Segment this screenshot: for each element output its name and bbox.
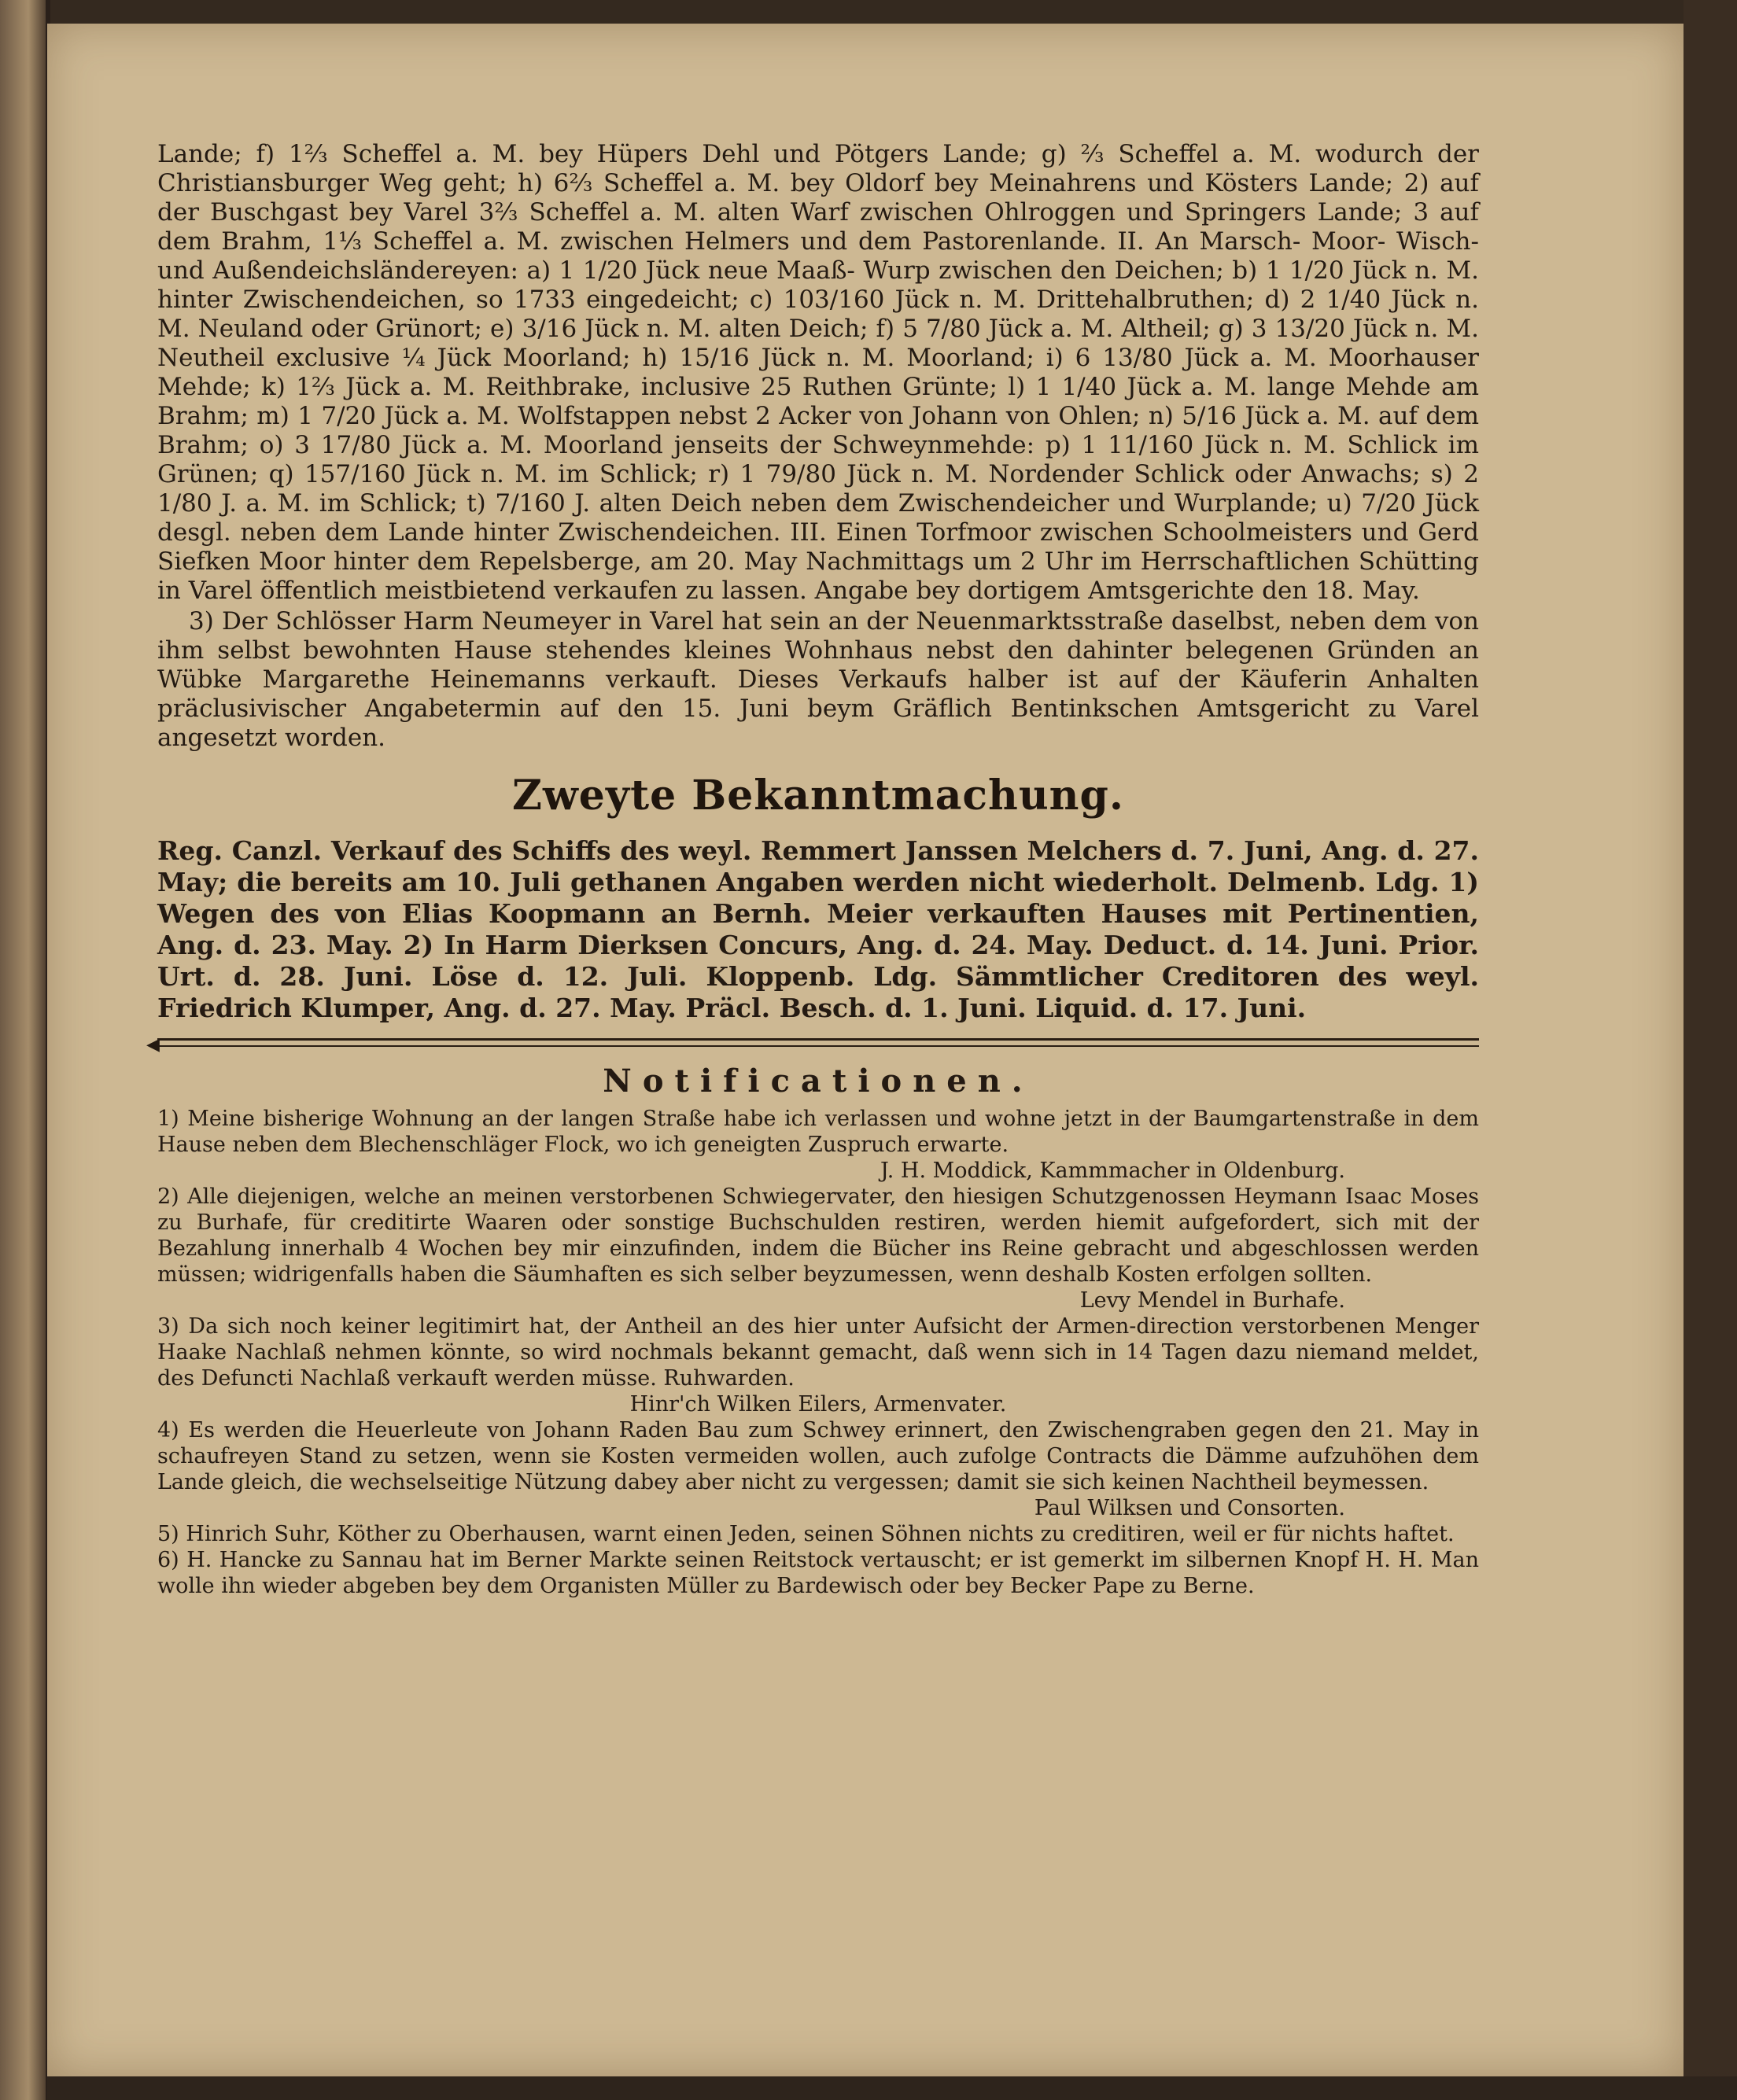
notice-signature: Paul Wilksen und Consorten. bbox=[1034, 1496, 1345, 1520]
notice-signature: J. H. Moddick, Kammmacher in Oldenburg. bbox=[880, 1159, 1345, 1183]
notice-text: 6) H. Hancke zu Sannau hat im Berner Markte seinen Reitstock vertauscht; er ist gemerkt im silbernen Knopf H. H. Man wolle ihn wieder abgeben bey dem Organisten Müller zu Bardewisch oder bey Becker Pape zu Berne. bbox=[157, 1548, 1479, 1598]
notice-1 bbox=[157, 1106, 1479, 1184]
notice-5 bbox=[157, 1521, 1479, 1547]
notice-6 bbox=[157, 1547, 1479, 1599]
scan-bottom-edge bbox=[47, 2076, 1737, 2100]
scan-top-edge bbox=[47, 0, 1684, 24]
scan-right-edge bbox=[1684, 0, 1737, 2100]
notice-2 bbox=[157, 1184, 1479, 1313]
notice-text: 2) Alle diejenigen, welche an meinen verstorbenen Schwiegervater, den hiesigen Schutzgenossen Heymann Isaac Moses zu Burhafe, für creditirte Waaren oder sonstige Buchschulden restiren, werden hiemit aufgefordert, sich mit der Bezahlung innerhalb 4 Wochen bey mir einzufinden, indem die Bücher ins Reine gebracht und abgeschlossen werden müssen; widrigenfalls haben die Säumhaften es sich selber beyzumessen, wenn deshalb Kosten erfolgen sollten. bbox=[157, 1184, 1479, 1287]
page-content bbox=[146, 140, 1479, 1599]
auction-notice-paragraph: Lande; f) 1⅔ Scheffel a. M. bey Hüpers Dehl und Pötgers Lande; g) ⅔ Scheffel a. M. wodurch der Christiansburger Weg geht; h) 6⅔ Scheffel a. M. bey Oldorf bey Meinahrens und Kösters Lande; 2) auf der Buschgast bey Varel 3⅔ Scheffel a. M. alten Warf zwischen Ohlroggen und Springers Lande; 3 auf dem Brahm, 1⅓ Scheffel a. M. zwischen Helmers und dem Pastorenlande. II. An Marsch- Moor- Wisch- und Außendeichsländereyen: a) 1 1/20 Jück neue Maaß- Wurp zwischen den Deichen; b) 1 1/20 Jück n. M. hinter Zwischendeichen, so 1733 eingedeicht; c) 103/160 Jück n. M. Drittehalbruthen; d) 2 1/40 Jück n. M. Neuland oder Grünort; e) 3/16 Jück n. M. alten Deich; f) 5 7/80 Jück a. M. Altheil; g) 3 13/20 Jück n. M. Neutheil exclusive ¼ Jück Moorland; h) 15/16 Jück n. M. Moorland; i) 6 13/80 Jück a. M. Moorhauser Mehde; k) 1⅔ Jück a. M. Reithbrake, inclusive 25 Ruthen Grünte; l) 1 1/40 Jück a. M. lange Mehde am Brahm; m) 1 7/20 Jück a. M. Wolfstappen nebst 2 Acker von Johann von Ohlen; n) 5/16 Jück a. M. auf dem Brahm; o) 3 17/80 Jück a. M. Moorland jenseits der Schweynmehde: p) 1 11/160 Jück n. M. Schlick im Grünen; q) 157/160 Jück n. M. im Schlick; r) 1 79/80 Jück n. M. Nordender Schlick oder Anwachs; s) 2 1/80 J. a. M. im Schlick; t) 7/160 J. alten Deich neben dem Zwischendeicher und Wurplande; u) 7/20 Jück desgl. neben dem Lande hinter Zwischendeichen. III. Einen Torfmoor zwischen Schoolmeisters und Gerd Siefken Moor hinter dem Repelsberge, am 20. May Nachmittags um 2 Uhr im Herrschaftlichen Schütting in Varel öffentlich meistbietend verkaufen zu lassen. Angabe bey dortigem Amtsgerichte den 18. May. bbox=[157, 140, 1479, 605]
facing-page-edge bbox=[0, 0, 47, 2100]
notice-3 bbox=[157, 1313, 1479, 1417]
double-rule bbox=[157, 1038, 1479, 1047]
notice-text: 1) Meine bisherige Wohnung an der langen Straße habe ich verlassen und wohne jetzt in der Baumgartenstraße in dem Hause neben dem Blechenschläger Flock, wo ich geneigten Zuspruch erwarte. bbox=[157, 1107, 1479, 1157]
notice-text: 4) Es werden die Heuerleute von Johann Raden Bau zum Schwey erinnert, den Zwischengraben gegen den 21. May in schaufreyen Stand zu setzen, wenn sie Kosten vermeiden wollen, auch zufolge Contracts die Dämme aufzuhöhen dem Lande gleich, die wechselseitige Nützung dabey aber nicht zu vergessen; damit sie sich keinen Nachtheil beymessen. bbox=[157, 1418, 1479, 1494]
section-heading-notificationen: Notificationen. bbox=[603, 1063, 1034, 1100]
notice-signature: Hinr'ch Wilken Eilers, Armenvater. bbox=[629, 1392, 1007, 1417]
notice-text: 5) Hinrich Suhr, Köther zu Oberhausen, warnt einen Jeden, seinen Söhnen nichts zu creditiren, weil er für nichts haftet. bbox=[157, 1522, 1455, 1546]
section-divider bbox=[146, 1035, 1479, 1055]
notice-4 bbox=[157, 1417, 1479, 1521]
section-heading-zweyte-bekanntmachung: Zweyte Bekanntmachung. bbox=[512, 772, 1124, 820]
notice-signature: Levy Mendel in Burhafe. bbox=[1079, 1288, 1345, 1313]
second-announcement-body: Reg. Canzl. Verkauf des Schiffs des weyl. Remmert Janssen Melchers d. 7. Juni, Ang. d. 27. May; die bereits am 10. Juli gethanen Angaben werden nicht wiederholt. Delmenb. Ldg. 1) Wegen des von Elias Koopmann an Bernh. Meier verkauften Hauses mit Pertinentien, Ang. d. 23. May. 2) In Harm Dierksen Concurs, Ang. d. 24. May. Deduct. d. 14. Juni. Prior. Urt. d. 28. Juni. Löse d. 12. Juli. Kloppenb. Ldg. Sämmtlicher Creditoren des weyl. Friedrich Klumper, Ang. d. 27. May. Präcl. Besch. d. 1. Juni. Liquid. d. 17. Juni. bbox=[157, 835, 1479, 1023]
sale-notice-paragraph: 3) Der Schlösser Harm Neumeyer in Varel hat sein an der Neuenmarktsstraße daselbst, neben dem von ihm selbst bewohnten Hause stehendes kleines Wohnhaus nebst den dahinter belegenen Gründen an Wübke Margarethe Heinemanns verkauft. Dieses Verkaufs halber ist auf der Käuferin Anhalten präclusivischer Angabetermin auf den 15. Juni beym Gräflich Bentinkschen Amtsgericht zu Varel angesetzt worden. bbox=[157, 607, 1479, 752]
notice-text: 3) Da sich noch keiner legitimirt hat, der Antheil an des hier unter Aufsicht der Armen-direction verstorbenen Menger Haake Nachlaß nehmen könnte, so wird nochmals bekannt gemacht, daß wenn sich in 14 Tagen dazu niemand meldet, des Defuncti Nachlaß verkauft werden müsse. Ruhwarden. bbox=[157, 1314, 1479, 1391]
rule-arrowhead-icon: ◀ bbox=[146, 1035, 160, 1055]
